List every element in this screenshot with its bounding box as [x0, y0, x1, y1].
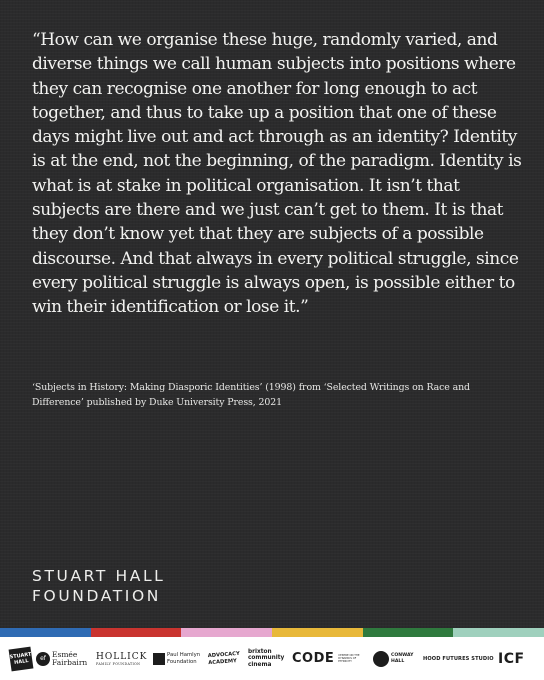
partner-logo-bar	[0, 637, 544, 680]
stripe-segment-green	[363, 628, 454, 637]
stripe-segment-red	[91, 628, 182, 637]
stripe-segment-yellow	[272, 628, 363, 637]
partner-logo-hollick: HOLLICK FAMILY FOUNDATION	[96, 651, 148, 666]
citation-text: ‘Subjects in History: Making Diasporic Identities’ (1998) from ‘Selected Writings on Race and Difference’ published by Duke University Press, 2021	[32, 382, 470, 408]
partner-logo-icf: ICF	[498, 650, 525, 667]
partner-logo-stuart-hall	[10, 637, 32, 680]
paul-hamlyn-square-icon	[153, 653, 165, 665]
esmee-fairbairn-circle-icon: ef	[36, 652, 50, 666]
partner-logo-code: CODE CENTRE ON THE DYNAMICS OF ETHNICITY	[292, 651, 360, 666]
partner-logo-esmee-fairbairn: ef Esmée Fairbairn	[36, 637, 87, 680]
stuart-hall-foundation-wordmark	[32, 566, 165, 606]
quote-text: “How can we organise these huge, randomly varied, and diverse things we call human subjects into positions where they can recognise one another for long enough to act together, and thus to take up a position that one of these days might live out and act through as an identity? Identity is at the end, not the beginning, of the paradigm. Identity is what is at stake in political organisation. It isn’t that subjects are there and we just can’t get to them. It is that they don’t know yet that they are subjects of a possible discourse. And that always in every political struggle, since every political struggle is always open, is possible either to win their identification or lose it.”	[32, 30, 522, 318]
brand-line-1: STUART HALL	[32, 567, 166, 585]
stripe-segment-mint	[453, 628, 544, 637]
stuart-hall-stamp-icon: STUART HALL	[9, 646, 34, 671]
partner-logo-advocacy-academy: ADVOCACY ACADEMY	[207, 650, 240, 666]
partner-logo-hood-futures-studio: HOOD FUTURES STUDIO	[423, 655, 494, 662]
brand-line-2: FOUNDATION	[32, 587, 161, 605]
partner-logo-paul-hamlyn: Paul Hamlyn Foundation	[153, 637, 200, 680]
partner-logo-conway-hall: CONWAY HALL	[373, 637, 413, 680]
conway-hall-circle-icon	[373, 651, 389, 667]
color-stripe	[0, 628, 544, 637]
partner-logo-brixton-community-cinema: brixton community cinema	[248, 648, 285, 668]
stripe-segment-blue	[0, 628, 91, 637]
stripe-segment-pink	[181, 628, 272, 637]
